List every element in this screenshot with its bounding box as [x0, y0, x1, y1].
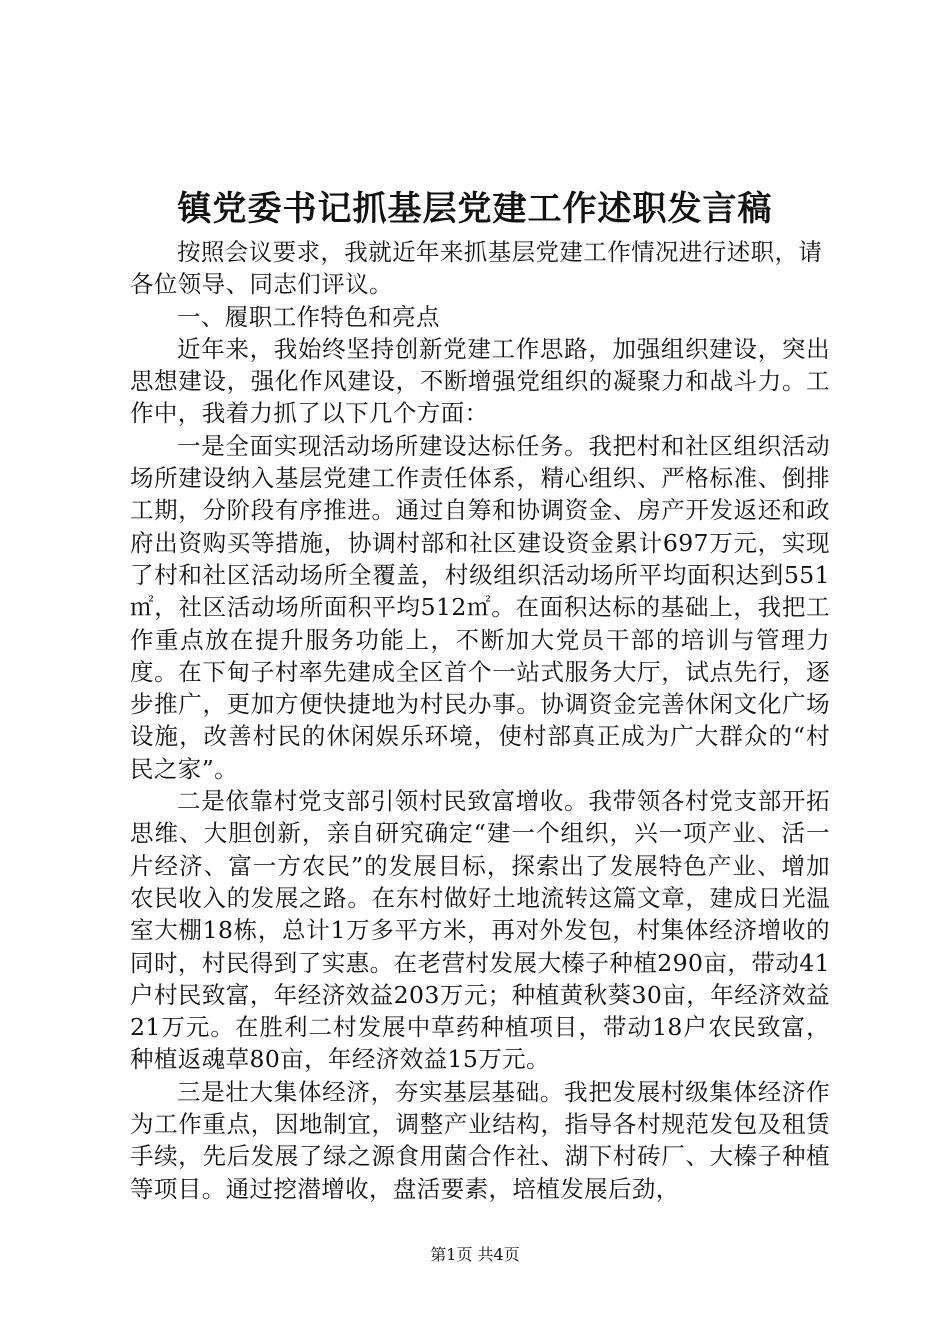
paragraph-intro: 按照会议要求，我就近年来抓基层党建工作情况进行述职，请各位领导、同志们评议。: [130, 238, 823, 299]
paragraph-overview: 近年来，我始终坚持创新党建工作思路，加强组织建设，突出思想建设，强化作风建设，不断增强党组织的凝聚力和战斗力。工作中，我着力抓了以下几个方面：: [130, 334, 830, 428]
page-number-footer: 第1页 共4页: [430, 1245, 520, 1264]
paragraph-item-two: 二是依靠村党支部引领村民致富增收。我带领各村党支部开拓思维、大胆创新，亲自研究确定“建一个组织，兴一项产业、活一片经济、富一方农民”的发展目标，探索出了发展特色产业、增加农民收入的发展之路。在东村做好土地流转这篇文章，建成日光温室大棚18栋，总计1万多平方米，再对外发包，村集体经济增收的同时，村民得到了实惠。在老营村发展大榛子种植290亩，带动41户村民致富，年经济效益203万元；种植黄秋葵30亩，年经济效益21万元。在胜利二村发展中草药种植项目，带动18户农民致富，种植返魂草80亩，年经济效益15万元。: [130, 787, 830, 1074]
paragraph-item-one: 一是全面实现活动场所建设达标任务。我把村和社区组织活动场所建设纳入基层党建工作责任体系，精心组织、严格标准、倒排工期，分阶段有序推进。通过自筹和协调资金、房产开发返还和政府出资购买等措施，协调村部和社区建设资金累计697万元，实现了村和社区活动场所全覆盖，村级组织活动场所平均面积达到551㎡，社区活动场所面积平均512㎡。在面积达标的基础上，我把工作重点放在提升服务功能上，不断加大党员干部的培训与管理力度。在下甸子村率先建成全区首个一站式服务大厅，试点先行，逐步推广，更加方便快捷地为村民办事。协调资金完善休闲文化广场设施，改善村民的休闲娱乐环境，使村部真正成为广大群众的“村民之家”。: [130, 431, 830, 783]
document-body: [130, 236, 830, 1205]
paragraph-item-three: 三是壮大集体经济，夯实基层基础。我把发展村级集体经济作为工作重点，因地制宜，调整产业结构，指导各村规范发包及租赁手续，先后发展了绿之源食用菌合作社、湖下村砖厂、大榛子种植等项目。通过挖潜增收，盘活要素，培植发展后劲，: [130, 1077, 830, 1203]
document-title: 镇党委书记抓基层党建工作述职发言稿: [177, 189, 773, 229]
section-heading: 一、履职工作特色和亮点: [177, 302, 440, 331]
